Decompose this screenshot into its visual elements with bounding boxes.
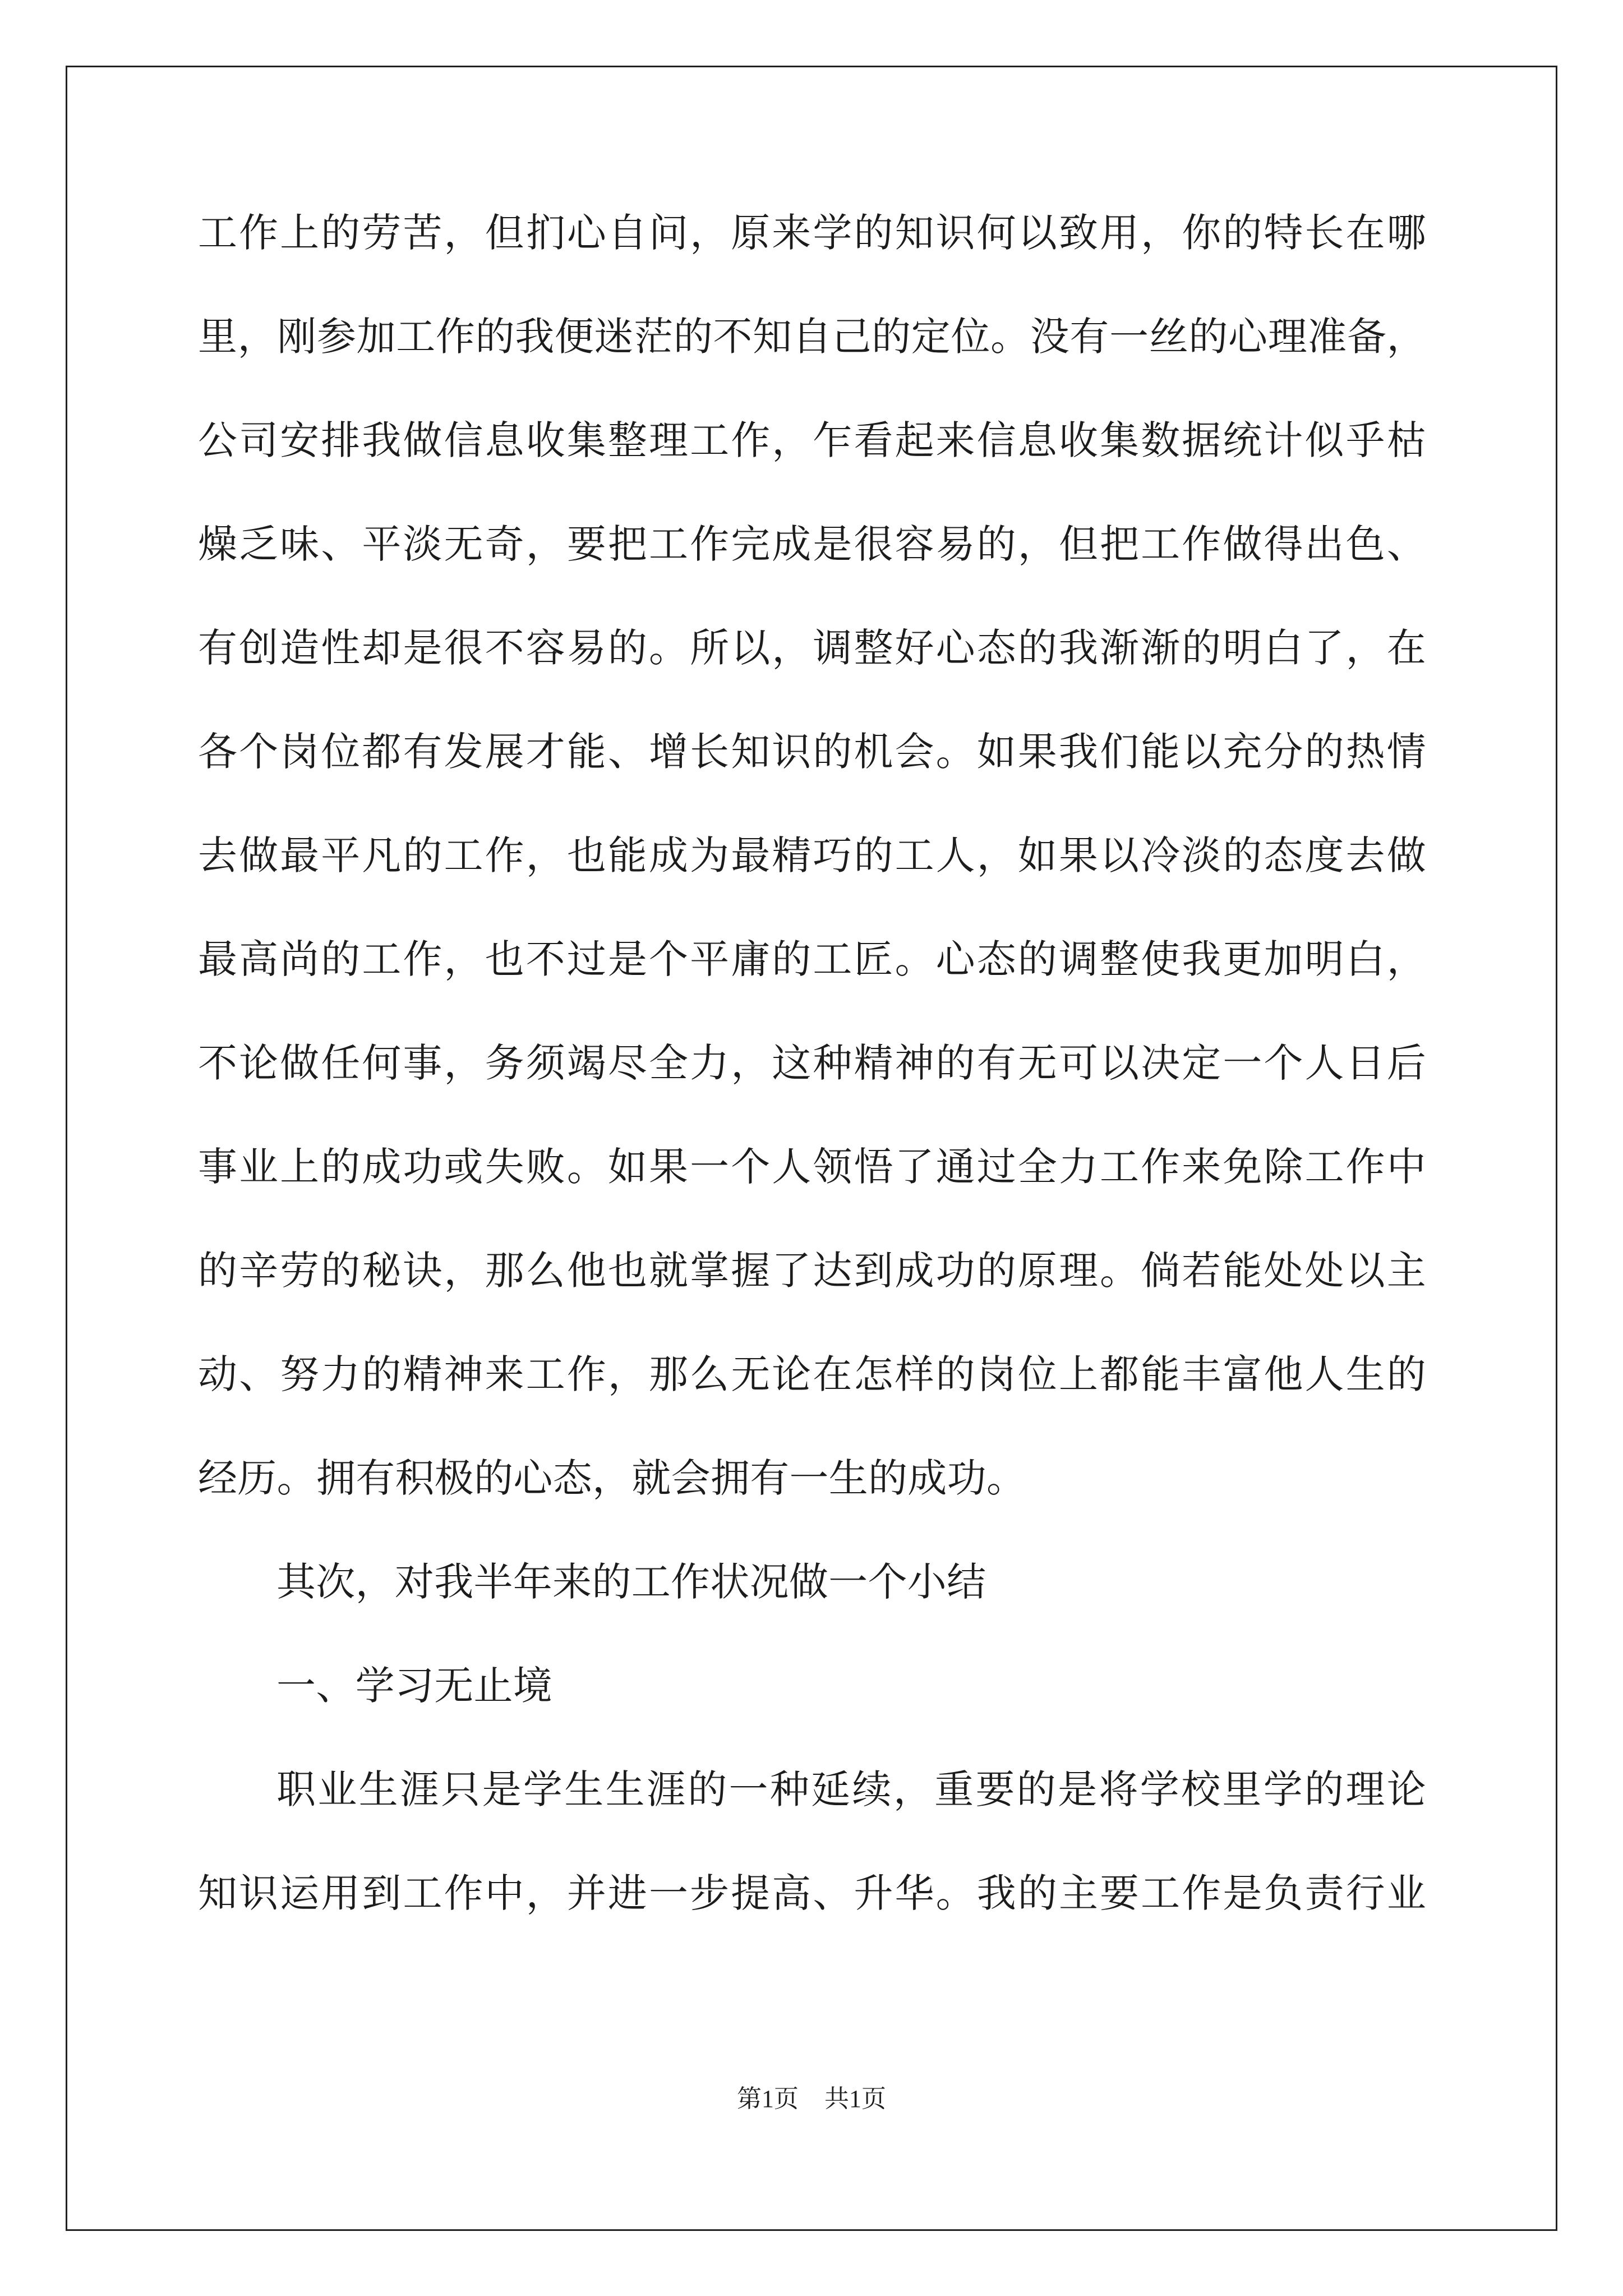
text-line: 的辛劳的秘诀，那么他也就掌握了达到成功的原理。倘若能处处以主: [198, 1248, 1426, 1294]
page-number: 第1页: [737, 2085, 799, 2113]
text-line: 事业上的成功或失败。如果一个人领悟了通过全力工作来免除工作中: [198, 1144, 1426, 1190]
text-line: 工作上的劳苦，但扪心自问，原来学的知识何以致用，你的特长在哪: [198, 210, 1426, 256]
text-line: 最高尚的工作，也不过是个平庸的工匠。心态的调整使我更加明白，: [198, 936, 1426, 982]
text-line: 里，刚参加工作的我便迷茫的不知自己的定位。没有一丝的心理准备，: [198, 314, 1426, 360]
text-line: 不论做任何事，务须竭尽全力，这种精神的有无可以决定一个人日后: [198, 1040, 1426, 1086]
page-total: 共1页: [824, 2085, 886, 2113]
text-line: 经历。拥有积极的心态，就会拥有一生的成功。: [198, 1455, 1026, 1501]
text-line: 动、努力的精神来工作，那么无论在怎样的岗位上都能丰富他人生的: [198, 1351, 1426, 1397]
text-line: 知识运用到工作中，并进一步提高、升华。我的主要工作是负责行业: [198, 1870, 1426, 1916]
text-line-heading: 其次，对我半年来的工作状况做一个小结: [276, 1559, 986, 1605]
text-line: 有创造性却是很不容易的。所以，调整好心态的我渐渐的明白了，在: [198, 625, 1426, 671]
text-line: 燥乏味、平淡无奇，要把工作完成是很容易的，但把工作做得出色、: [198, 521, 1426, 567]
document-body: [198, 210, 1426, 1977]
text-line: 职业生涯只是学生生涯的一种延续，重要的是将学校里学的理论: [276, 1766, 1426, 1812]
text-line: 各个岗位都有发展才能、增长知识的机会。如果我们能以充分的热情: [198, 729, 1426, 775]
section-heading: 一、学习无止境: [276, 1663, 553, 1709]
text-line: 去做最平凡的工作，也能成为最精巧的工人，如果以冷淡的态度去做: [198, 832, 1426, 878]
page-footer: [0, 2087, 1623, 2111]
text-line: 公司安排我做信息收集整理工作，乍看起来信息收集数据统计似乎枯: [198, 417, 1426, 463]
